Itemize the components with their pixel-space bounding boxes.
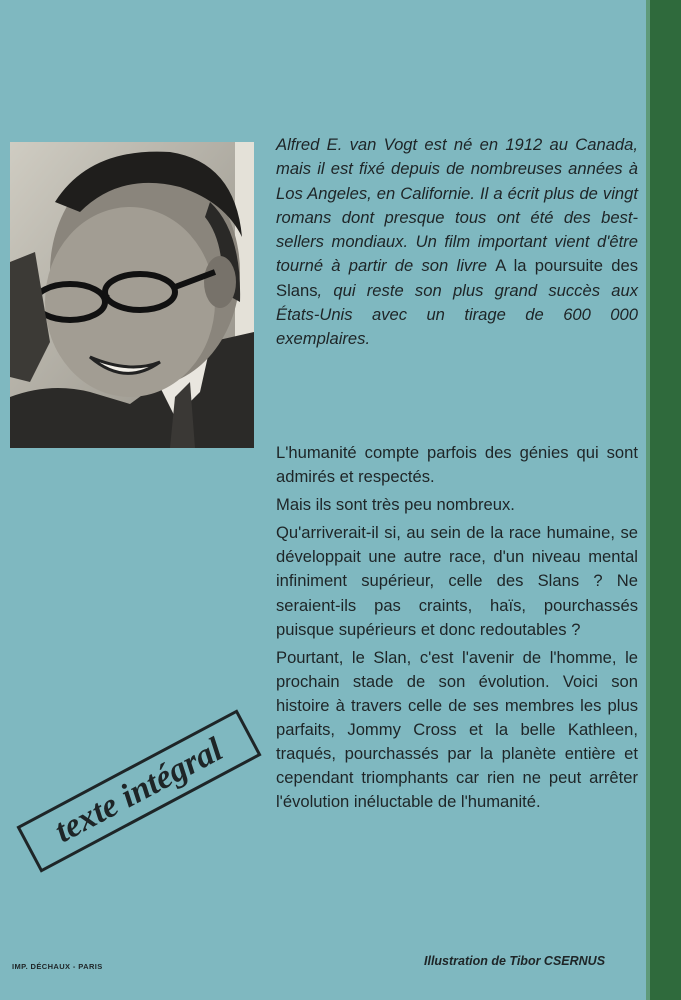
illustration-credit: Illustration de Tibor CSERNUS — [424, 954, 606, 968]
stamp-label: texte intégral — [48, 730, 229, 851]
author-bio — [276, 133, 638, 352]
description-paragraph: L'humanité compte parfois des génies qui sont admirés et respectés. — [276, 443, 638, 487]
author-portrait-icon — [10, 142, 254, 448]
green-spine — [650, 0, 681, 1000]
bio-text-2: , qui reste son plus grand succès aux États-Unis avec un tirage de 600 000 exemplaires. — [276, 280, 638, 349]
printer-imprint: IMP. DÉCHAUX - PARIS — [12, 962, 103, 971]
description-paragraph: Mais ils sont très peu nombreux. — [276, 495, 515, 515]
texte-integral-stamp — [16, 709, 261, 872]
description-paragraph: Pourtant, le Slan, c'est l'avenir de l'homme, le prochain stade de son évolution. Voici son histoire à travers celle de ses membres les plus parfaits, Jommy Cross et la belle Kathleen, traqués, pourchassés par la planète entière et cependant triomphants car rien ne peut arrêter l'évolution inéluctable de l'humanité. — [276, 647, 638, 812]
description-paragraph: Qu'arriverait-il si, au sein de la race humaine, se développait une autre race, d'un niveau mental infiniment supérieur, celle des Slans ? Ne seraient-ils pas craints, haïs, pourchassés puisque supérieurs et donc redoutables ? — [276, 523, 638, 639]
author-photo — [10, 142, 254, 448]
book-title: A la poursuite des Slans — [276, 256, 638, 300]
book-description — [276, 441, 638, 818]
bio-text-1: Alfred E. van Vogt est né en 1912 au Canada, mais il est fixé depuis de nombreuses années à Los Angeles, en Californie. Il a écrit plus de vingt romans dont presque tous ont été des best-sellers mondiaux. Un film important vient d'être tourné à partir de son livre — [276, 135, 638, 276]
